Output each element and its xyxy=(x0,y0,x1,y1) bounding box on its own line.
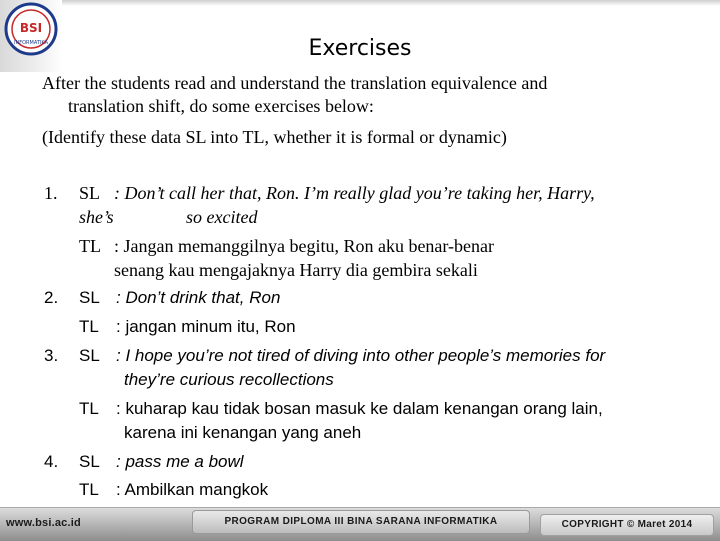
item-1-sl-label: SL xyxy=(79,183,101,203)
item-1-tl-text-2: senang kau mengajaknya Harry dia gembira sekali xyxy=(114,260,478,280)
page-title: Exercises xyxy=(308,36,412,61)
item-2-sl-label: SL xyxy=(79,288,100,307)
item-4-sl-text: : pass me a bowl xyxy=(116,452,244,471)
top-decoration xyxy=(0,0,720,6)
item-3-sl-label: SL xyxy=(79,346,100,365)
item-1-sl-text-1: : Don’t call her that, Ron. I’m really glad you’re taking her, Harry, xyxy=(114,183,595,203)
item-2-number: 2. xyxy=(44,288,59,307)
item-4-tl-text: : Ambilkan mangkok xyxy=(116,480,269,499)
footer-bar xyxy=(0,507,720,541)
item-2-sl-text: : Don’t drink that, Ron xyxy=(116,288,281,307)
item-3-tl-label: TL xyxy=(79,399,99,418)
item-3-tl-text-1: : kuharap kau tidak bosan masuk ke dalam kenangan orang lain, xyxy=(116,399,603,418)
svg-text:BSI: BSI xyxy=(19,21,43,35)
item-3-number: 3. xyxy=(44,346,59,365)
item-2-tl-label: TL xyxy=(79,317,99,336)
item-4-tl-label: TL xyxy=(79,480,99,499)
item-1-tl-text-1: : Jangan memanggilnya begitu, Ron aku benar-benar xyxy=(114,236,495,256)
item-1-number: 1. xyxy=(44,183,58,203)
footer-copyright: COPYRIGHT © Maret 2014 xyxy=(540,514,714,536)
item-1-sl-text-2b: so excited xyxy=(186,207,258,227)
intro-line-1: After the students read and understand the translation equivalence and xyxy=(42,73,548,93)
item-3-tl-text-2: karena ini kenangan yang aneh xyxy=(124,423,362,442)
footer-url: www.bsi.ac.id xyxy=(6,517,81,529)
intro-line-2: translation shift, do some exercises below: xyxy=(68,96,374,116)
item-1-sl-text-2a: she’s xyxy=(79,207,114,227)
svg-text:INFORMATIKA: INFORMATIKA xyxy=(14,40,48,46)
item-3-sl-text-2: they’re curious recollections xyxy=(124,370,334,389)
item-2-tl-text: : jangan minum itu, Ron xyxy=(116,317,296,336)
item-4-number: 4. xyxy=(44,452,59,471)
item-4-sl-label: SL xyxy=(79,452,100,471)
item-3-sl-text-1: : I hope you’re not tired of diving into other people’s memories for xyxy=(116,346,606,365)
footer-program-banner: PROGRAM DIPLOMA III BINA SARANA INFORMATIKA xyxy=(192,510,530,534)
item-1-tl-label: TL xyxy=(79,236,101,256)
intro-line-3: (Identify these data SL into TL, whether it is formal or dynamic) xyxy=(42,127,507,147)
